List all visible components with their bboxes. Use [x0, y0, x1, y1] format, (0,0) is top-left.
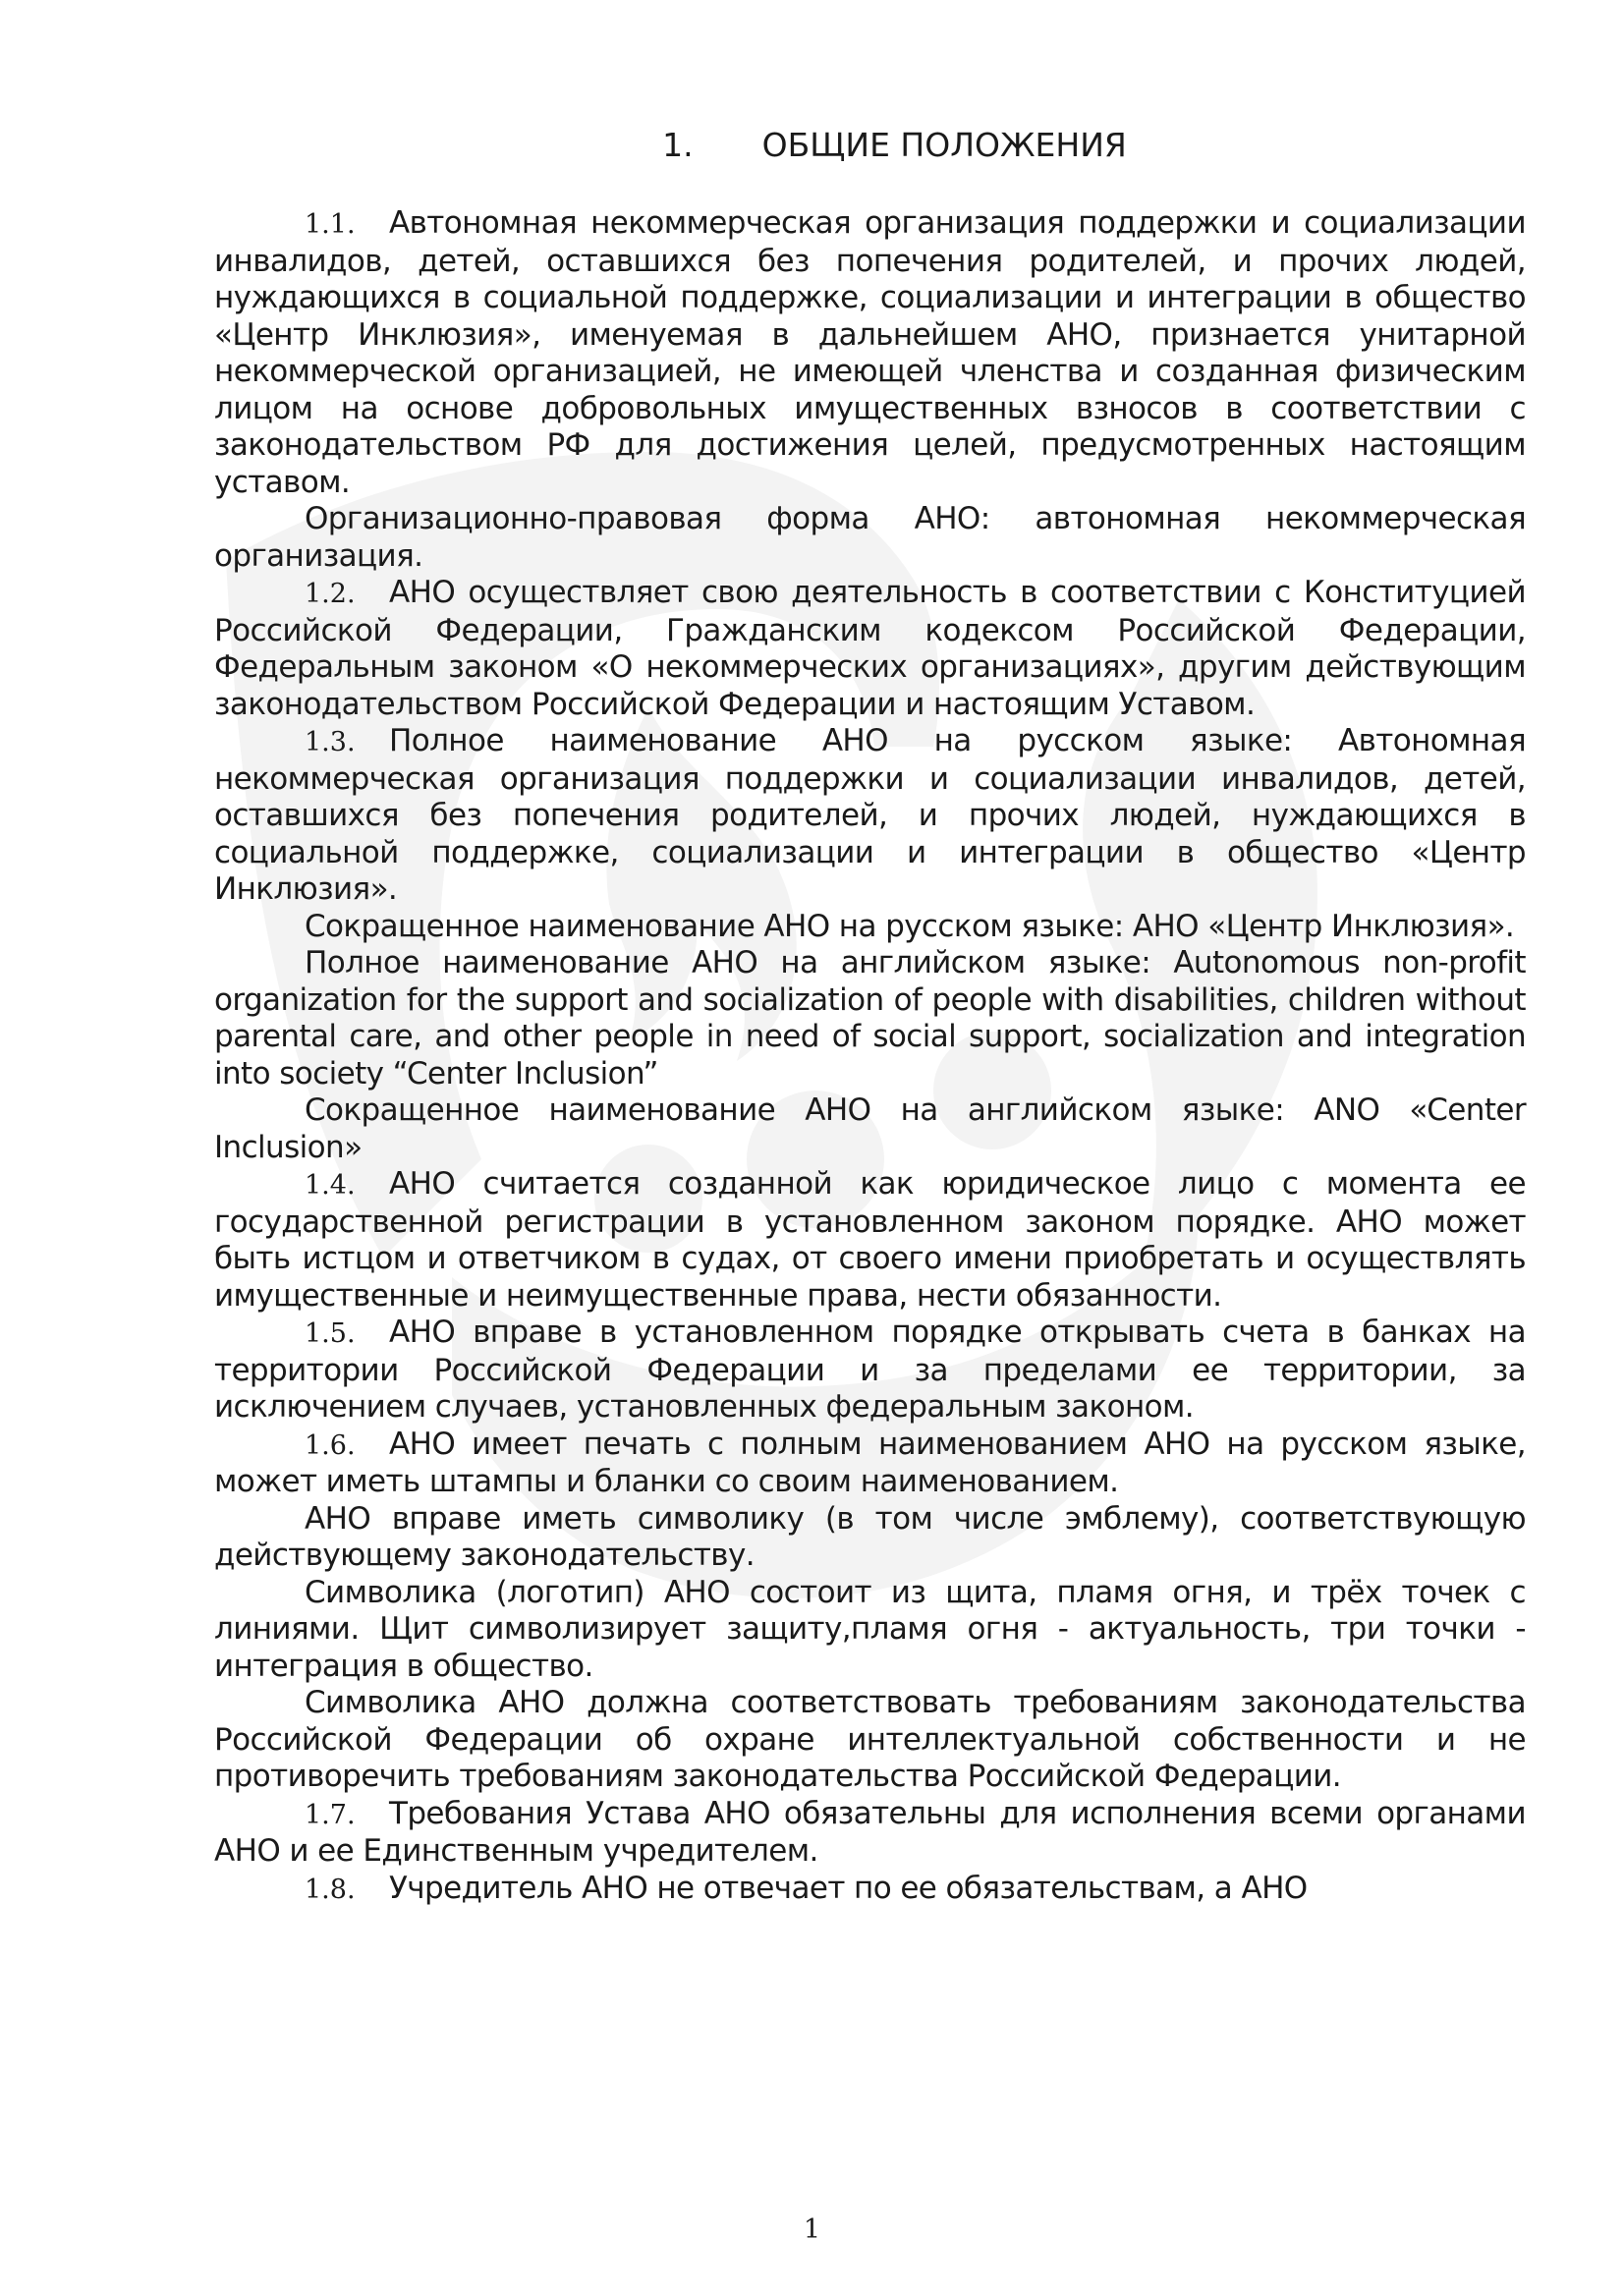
clause-number: 1.1. [305, 209, 356, 240]
clause-number: 1.7. [305, 1799, 356, 1830]
clause-1-1 [214, 205, 1526, 501]
clause-text: Учредитель АНО не отвечает по ее обязательствам, а АНО [389, 1870, 1308, 1906]
paragraph-text: Символика (логотип) АНО состоит из щита, пламя огня, и трёх точек с линиями. Щит символизирует защиту,пламя огня - актуальность, три точки - интеграция в общество. [214, 1574, 1526, 1684]
clause-text: АНО имеет печать с полным наименованием АНО на русском языке, может иметь штампы и бланки со своим наименованием. [214, 1426, 1526, 1499]
paragraph-text: АНО вправе иметь символику (в том числе эмблему), соответствующую действующему законодательству. [214, 1500, 1526, 1573]
clause-1-4 [214, 1166, 1526, 1315]
clause-text: АНО вправе в установленном порядке открывать счета в банках на территории Российской Федерации и за пределами ее территории, за исключением случаев, установленных федеральным законом. [214, 1315, 1526, 1425]
clause-text: Полное наименование АНО на русском языке: Автономная некоммерческая организация поддержки и социализации инвалидов, детей, оставшихся без попечения родителей, и прочих людей, нуждающихся в социальной поддержке, социализации и интеграции в общество «Центр Инклюзия». [214, 723, 1526, 907]
clause-number: 1.8. [305, 1874, 356, 1905]
clause-text: АНО осуществляет свою деятельность в соответствии с Конституцией Российской Федерации, Гражданским кодексом Российской Федерации, Федеральным законом «О некоммерческих организациях», другим действующим законодательством Российской Федерации и настоящим Уставом. [214, 575, 1526, 722]
paragraph-text: Сокращенное наименование АНО на русском языке: АНО «Центр Инклюзия». [305, 908, 1515, 944]
clause-1-5 [214, 1315, 1526, 1427]
section-number: 1. [662, 126, 694, 164]
clause-1-7 [214, 1796, 1526, 1871]
clause-text: Автономная некоммерческая организация поддержки и социализации инвалидов, детей, оставшихся без попечения родителей, и прочих людей, нуждающихся в социальной поддержке, социализации и интеграции в общество «Центр Инклюзия», именуемая в дальнейшем АНО, признается унитарной некоммерческой организацией, не имеющей членства и созданная физическим лицом на основе добровольных имущественных взносов в соответствии с законодательством РФ для достижения целей, предусмотренных настоящим уставом. [214, 205, 1526, 500]
clause-1-6 [214, 1427, 1526, 1501]
paragraph-text: Сокращенное наименование АНО на английском языке: ANO «Center Inclusion» [214, 1092, 1526, 1165]
clause-1-3-short-name-ru [214, 909, 1526, 946]
clause-1-3-full-name-en [214, 945, 1526, 1092]
clause-1-6-logo [214, 1575, 1526, 1686]
section-heading [214, 126, 1526, 164]
clause-1-8 [214, 1871, 1526, 1909]
clause-1-1-org-form [214, 501, 1526, 575]
clause-number: 1.3. [305, 727, 356, 757]
clause-1-3-short-name-en [214, 1092, 1526, 1166]
clause-number: 1.4. [305, 1170, 356, 1201]
clause-text: АНО считается созданной как юридическое лицо с момента ее государственной регистрации в установленном законом порядке. АНО может быть истцом и ответчиком в судах, от своего имени приобретать и осуществлять имущественные и неимущественные права, нести обязанности. [214, 1166, 1526, 1314]
clause-text: Требования Устава АНО обязательны для исполнения всеми органами АНО и ее Единственным учредителем. [214, 1795, 1526, 1869]
paragraph-text: Полное наименование АНО на английском языке: Autonomous non-profit organization for the support and socialization of people with disabilities, children without parental care, and other people in need of social support, socialization and integration into society “Center Inclusion” [214, 945, 1526, 1092]
clause-number: 1.2. [305, 579, 356, 609]
clause-number: 1.5. [305, 1318, 356, 1349]
document-body [214, 126, 1526, 1908]
page-number: 1 [803, 2214, 821, 2245]
paragraph-text: Символика АНО должна соответствовать требованиям законодательства Российской Федерации об охране интеллектуальной собственности и не противоречить требованиям законодательства Российской Федерации. [214, 1685, 1526, 1794]
clause-1-3 [214, 723, 1526, 909]
clause-1-6-requirements [214, 1685, 1526, 1796]
clause-number: 1.6. [305, 1429, 356, 1461]
clause-1-6-symbolics [214, 1501, 1526, 1575]
section-title: ОБЩИЕ ПОЛОЖЕНИЯ [761, 126, 1127, 164]
clause-1-2 [214, 575, 1526, 723]
paragraph-text: Организационно-правовая форма АНО: автономная некоммерческая организация. [214, 501, 1526, 574]
